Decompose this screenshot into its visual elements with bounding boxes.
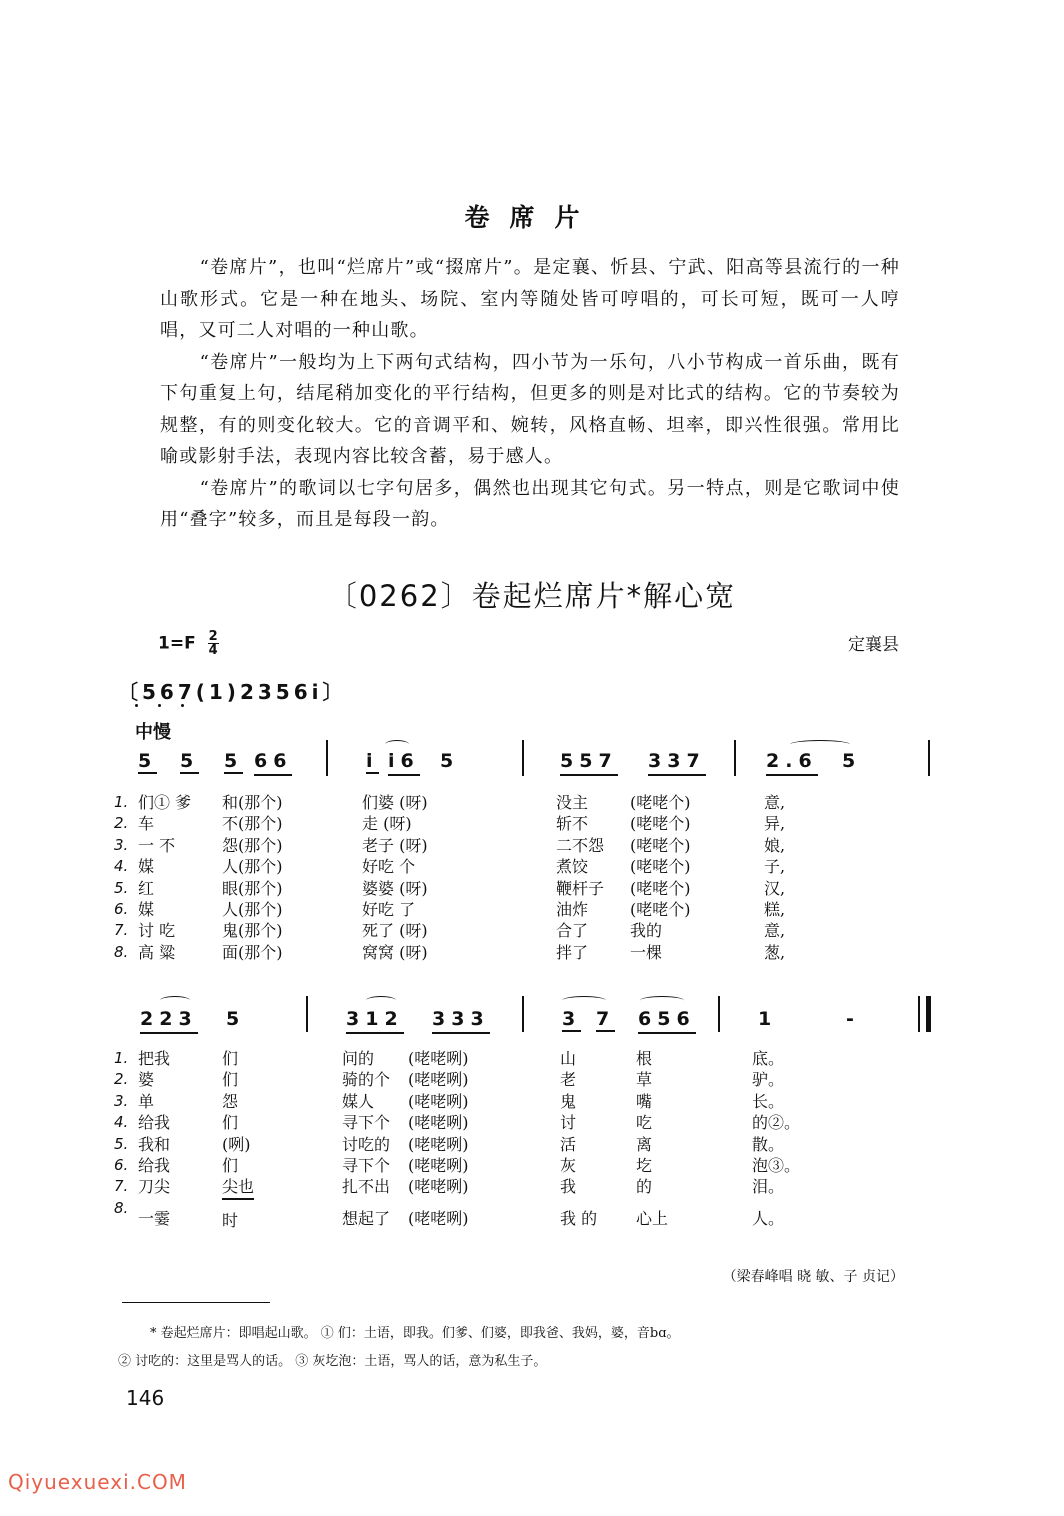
lyrics-column: 们① 爹 车 一 不 媒 红 媒 讨 吃 高 粱: [138, 793, 192, 962]
barline: [928, 740, 930, 776]
barline: [326, 740, 328, 776]
slur: [640, 996, 684, 1005]
lyrics-column: 没主 斩不 二不怨 煮饺 鞭杆子 油炸 合了 拌了: [556, 793, 605, 962]
note: 557: [560, 750, 618, 776]
paragraph-2: “卷席片”一般均为上下两句式结构，四小节为一乐句，八小节构成一首乐曲，既有下句重复上句，结尾稍加变化的平行结构，但更多的则是对比式的结构。它的节奏较为规整，有的则变化较大。它的音调平和、婉转，风格直畅、坦率，即兴性很强。常用比喻或影射手法，表现内容比较含蓄，易于感人。: [160, 351, 900, 467]
lyrics-column: 底。 驴。 长。 的②。 散。 泡③。 泪。 人。: [752, 1049, 801, 1228]
lyrics-column: 问的 骑的个 媒人 寻下个 讨吃的 寻下个 扎不出 想起了: [342, 1049, 391, 1228]
credit-line: （梁春峰唱 晓 敏、子 贞记）: [722, 1269, 904, 1285]
meter-denominator: 4: [208, 643, 218, 658]
final-barline: [926, 996, 931, 1032]
note: 5: [842, 750, 862, 772]
note: -: [846, 1008, 860, 1030]
barline: [306, 996, 308, 1032]
verse-numbers: 1. 2. 3. 4. 5. 6. 7. 8.: [114, 1049, 129, 1217]
barline: [734, 740, 736, 776]
lyrics-column: (咾咾咧) (咾咾咧) (咾咾咧) (咾咾咧) (咾咾咧) (咾咾咧) (咾咾咧) (咾咾咧): [408, 1049, 469, 1228]
footnote: * 卷起烂席片：即唱起山歌。 ① 们：土语，即我。们爹、们婆，即我爸、我妈，婆，音bɑ。: [150, 1326, 680, 1341]
note: 5: [138, 750, 158, 772]
note: 3: [562, 1008, 582, 1030]
song-title: 〔0262〕卷起烂席片*解心宽: [327, 579, 737, 613]
slur: [160, 996, 190, 1005]
lyrics-column: 把我 婆 单 给我 我和 给我 刀尖 一霎: [138, 1049, 171, 1228]
slur: [790, 740, 850, 749]
region-label: 定襄县: [848, 635, 899, 655]
barline: [918, 996, 920, 1032]
note: 5: [180, 750, 200, 772]
watermark: Qiyuexuexi.COM: [8, 1470, 187, 1494]
barline: [522, 996, 524, 1032]
lyrics-column: 们婆 (呀) 走 (呀) 老子 (呀) 好吃 个 婆婆 (呀) 好吃 了 死了 (呀) 窝窝 (呀): [362, 793, 428, 962]
note: 337: [648, 750, 706, 776]
slur: [562, 996, 606, 1005]
section-title: 卷席片: [464, 203, 600, 232]
note: 5: [440, 750, 460, 772]
low-octave-dot: [158, 704, 161, 707]
verse-numbers: 1. 2. 3. 4. 5. 6. 7. 8.: [114, 793, 129, 961]
lyrics-column: 山 老 鬼 讨 活 灰 我 我 的: [560, 1049, 598, 1228]
note: i: [366, 750, 379, 772]
slur: [385, 740, 409, 749]
key-signature: [158, 630, 219, 657]
note: 312: [346, 1008, 404, 1034]
time-signature: [208, 630, 219, 657]
lyrics-column: 们 们 怨 们 (咧) 们 尖也 时: [222, 1049, 255, 1230]
paragraph-1: “卷席片”，也叫“烂席片”或“掇席片”。是定襄、忻县、宁武、阳高等县流行的一种山歌形式。它是一种在地头、场院、室内等随处皆可哼唱的，可长可短，既可一人哼唱，又可二人对唱的一种山歌。: [160, 257, 900, 341]
footnote: ② 讨吃的：这里是骂人的话。 ③ 灰圪泡：土语，骂人的话，意为私生子。: [118, 1354, 547, 1369]
lyrics-column: 和(那个) 不(那个) 怨(那个) 人(那个) 眼(那个) 人(那个) 鬼(那个) 面(那个): [222, 793, 283, 962]
note: 5: [226, 1008, 246, 1030]
barline: [522, 740, 524, 776]
note: 656: [638, 1008, 696, 1034]
intro-paragraphs: [160, 252, 900, 536]
note: 223: [140, 1008, 198, 1034]
slur: [366, 996, 396, 1005]
note: 333: [432, 1008, 490, 1034]
note: 2.6: [766, 750, 818, 776]
low-octave-dot: [181, 704, 184, 707]
page-number: 146: [126, 1386, 165, 1410]
note: i6: [388, 750, 420, 776]
lyrics-column: (咾咾个) (咾咾个) (咾咾个) (咾咾个) (咾咾个) (咾咾个) 我的 一棵: [630, 793, 691, 962]
tempo-marking: 中慢: [135, 722, 171, 743]
footnote-divider: [122, 1302, 270, 1303]
note: 5: [224, 750, 244, 772]
intro-notes: 〔567(1)2356i〕: [118, 680, 347, 704]
key-label: 1=F: [158, 633, 196, 654]
note: 66: [254, 750, 292, 776]
note: 1: [758, 1008, 778, 1030]
low-octave-dot: [135, 704, 138, 707]
lyrics-column: 根 草 嘴 吃 离 圪 的 心上: [636, 1049, 669, 1228]
paragraph-3: “卷席片”的歌词以七字句居多，偶然也出现其它句式。另一特点，则是它歌词中使用“叠字”较多，而且是每段一韵。: [160, 477, 900, 530]
note: 7: [596, 1008, 616, 1030]
lyrics-column: 意, 异, 娘, 子, 汉, 糕, 意, 葱,: [764, 793, 786, 962]
barline: [718, 996, 720, 1032]
meter-numerator: 2: [208, 629, 218, 644]
